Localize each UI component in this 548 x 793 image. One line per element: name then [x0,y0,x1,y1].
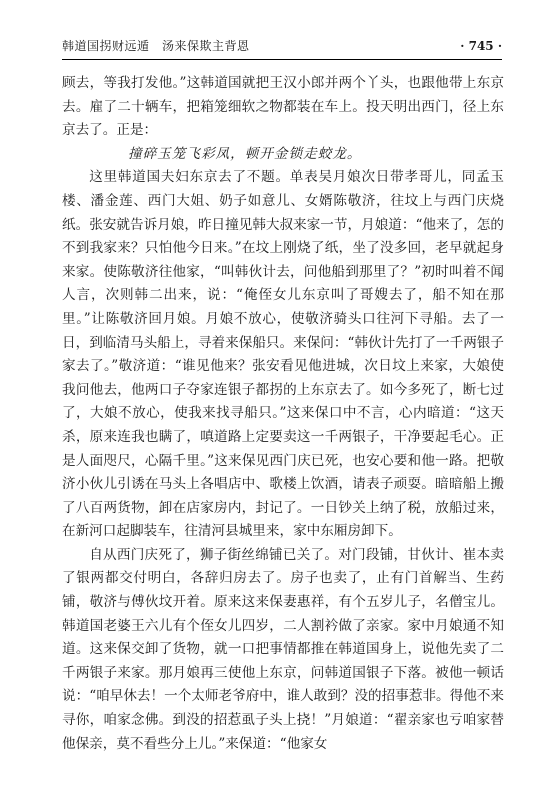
paragraph: 自从西门庆死了，狮子街丝绵铺已关了。对门段铺，甘伙计、崔本卖了银两都交付明白，各辞归房去了。房子也卖了，止有门首解当、生药铺，敬济与傅伙坟开着。原来这来保妻惠祥，有个五岁儿子，名僧宝儿。韩道国老婆王六儿有个侄女儿四岁，二人割衿做了亲家。家中月娘通不知道。这来保交卸了货物，就一口把事情都推在韩道国身上，说他先卖了二千两银子来家。那月娘再三使他上东京，问韩道国银子下落。被他一顿话说：“咱早休去！一个太师老爷府中，谁人敢到？没的招事惹非。得他不来寻你，咱家念佛。到没的招惹虱子头上挠！”月娘道：“翟亲家也亏咱家替他保亲，莫不看些分上儿。”来保道：“他家女 [62,546,504,752]
paragraph: 这里韩道国夫妇东京去了不题。单表吴月娘次日带孝哥儿，同孟玉楼、潘金莲、西门大姐、奶子如意儿、女婿陈敬济，往坟上与西门庆烧纸。张安就告诉月娘，昨日撞见韩大叔来家一节，月娘道：“他来了，怎的不到我家来？只怕他今日来。”在坟上刚烧了纸，坐了没多回，老早就起身来家。使陈敬济往他家，“叫韩伙计去，问他船到那里了？”初时叫着不闻人言，次则韩二出来，说：“俺侄女儿东京叫了哥嫂去了，船不知在那里。”让陈敬济回月娘。月娘不放心，使敬济骑头口往河下寻船。去了一日，到临清马头船上，寻着来保船只。来保问：“韩伙计先打了一千两银子家去了。”敬济道：“谁见他来？张安看见他进城，次日坟上来家，大娘使我问他去，他两口子夺家连银子都拐的上东京去了。如今多死了，断七过了，大娘不放心，使我来找寻船只。”这来保口中不言，心内暗道：“这天杀，原来连我也瞒了，嗔道路上定要卖这一千两银子，干净要起毛心。正是人面咫尺，心隔千里。”这来保见西门庆已死，也安心要和他一路。把敬济小伙儿引诱在马头上各唱店中、歌楼上饮酒，请表子顽耍。暗暗船上搬了八百两货物，卸在店家房内，封记了。一日钞关上纳了税，放船过来，在新河口起脚装车，往清河县城里来，家中东厢房卸下。 [62,169,504,540]
running-header [62,36,502,56]
paragraph-continued: 顾去，等我打发他。”这韩道国就把王汉小郎并两个丫头，也跟他带上东京去。雇了二十辆车，把箱笼细软之物都装在车上。投天明出西门，径上东京去了。正是： [62,75,504,139]
header-rule [62,59,502,60]
body-text [62,72,504,756]
running-title: 韩道国拐财远遁 汤来保欺主背恩 [62,39,250,53]
verse-couplet: 撞碎玉笼飞彩凤，顿开金锁走蛟龙。 [128,145,362,162]
page-number: · 745 · [460,39,502,53]
